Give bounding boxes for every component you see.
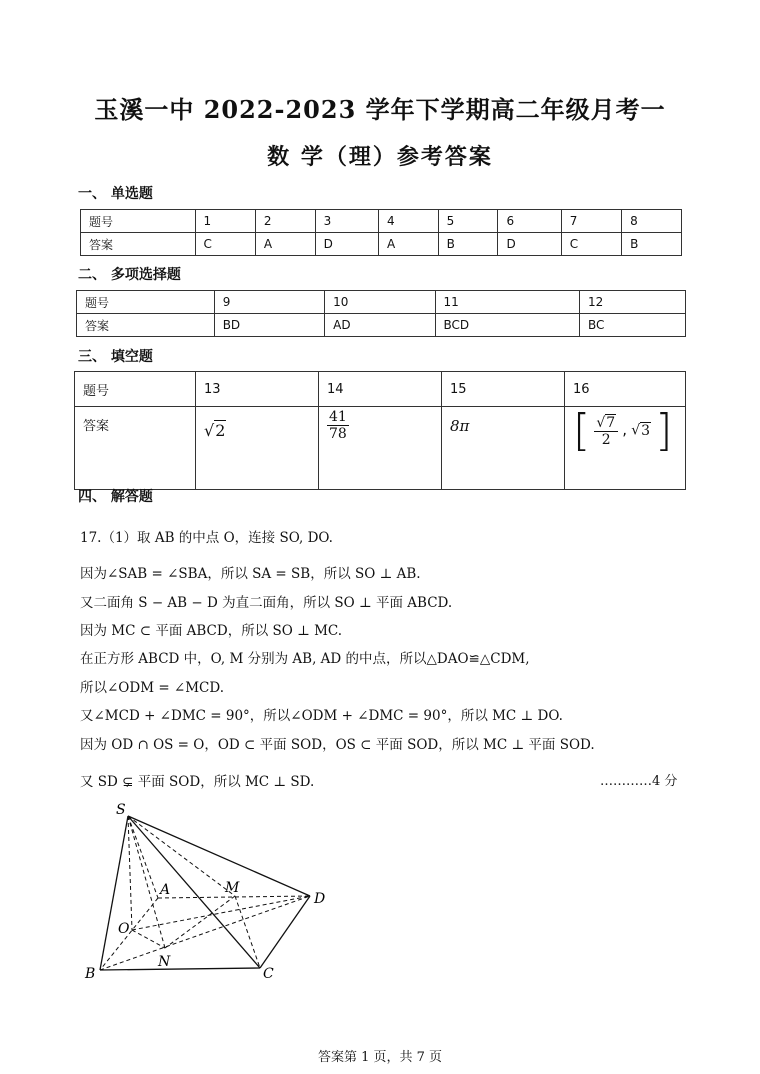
table-cell: 6 xyxy=(498,210,561,233)
table-cell: C xyxy=(561,233,621,256)
table-cell: [ $\frac{√7}{2}$ , √3 ] xyxy=(565,407,686,490)
answer-value: 8π xyxy=(450,417,470,435)
table-cell: 10 xyxy=(325,291,435,314)
point-label-O: O xyxy=(118,921,130,937)
section-single-choice-heading: 一、 单选题 xyxy=(78,186,153,202)
table-row xyxy=(77,291,686,314)
table-cell: B xyxy=(438,233,498,256)
table-row xyxy=(75,372,686,407)
multiple-choice-answer-table xyxy=(76,290,686,337)
table-cell: BCD xyxy=(435,314,579,337)
table-cell: B xyxy=(622,233,682,256)
fill-in-answer-table xyxy=(74,371,686,490)
table-cell: BC xyxy=(579,314,685,337)
table-cell: 13 xyxy=(196,372,319,407)
table-cell: A xyxy=(255,233,315,256)
pyramid-figure xyxy=(80,800,340,985)
solution-line: 因为 MC ⊂ 平面 ABCD，所以 SO ⊥ MC. xyxy=(80,623,343,639)
edge-SC xyxy=(128,816,260,968)
edge-SO xyxy=(128,816,132,930)
page-footer: 答案第 1 页，共 7 页 xyxy=(317,1050,443,1065)
table-cell xyxy=(196,407,319,490)
point-label-C: C xyxy=(263,966,274,982)
left-bracket-icon: [ xyxy=(573,405,591,456)
table-cell: 15 xyxy=(442,372,565,407)
table-cell: 14 xyxy=(319,372,442,407)
point-label-D: D xyxy=(314,891,326,907)
table-row xyxy=(77,314,686,337)
table-cell: 1 xyxy=(195,210,255,233)
edge-SB xyxy=(100,816,128,970)
table-cell: 2 xyxy=(255,210,315,233)
fraction: $\frac{√7}{2}$ xyxy=(594,415,618,448)
table-cell: 题号 xyxy=(75,372,196,407)
table-cell: 11 xyxy=(435,291,579,314)
sqrt-expression: √3 xyxy=(631,422,651,439)
table-cell: 3 xyxy=(315,210,378,233)
table-cell xyxy=(442,407,565,490)
table-cell: 答案 xyxy=(75,407,196,490)
edge-BC xyxy=(100,968,260,970)
score-marker: …………4 分 xyxy=(600,774,678,789)
solution-line: 在正方形 ABCD 中，O, M 分别为 AB, AD 的中点，所以△DAO≌△CDM, xyxy=(80,651,530,667)
table-cell: 7 xyxy=(561,210,621,233)
table-cell: 12 xyxy=(579,291,685,314)
fraction: $\frac{41}{78}$ xyxy=(329,409,347,442)
solution-line: 因为∠SAB = ∠SBA，所以 SA = SB，所以 SO ⊥ AB. xyxy=(80,566,421,582)
table-cell: 题号 xyxy=(81,210,196,233)
table-cell: 5 xyxy=(438,210,498,233)
edge-SA xyxy=(128,816,158,898)
table-cell: 题号 xyxy=(77,291,215,314)
solution-line: 又 SD ⊊ 平面 SOD，所以 MC ⊥ SD. xyxy=(80,774,315,790)
solution-line: 因为 OD ∩ OS = O，OD ⊂ 平面 SOD，OS ⊂ 平面 SOD，所以 MC ⊥ 平面 SOD. xyxy=(80,737,595,753)
section-solution-heading: 四、 解答题 xyxy=(78,489,153,505)
table-cell: D xyxy=(498,233,561,256)
table-cell xyxy=(319,407,442,490)
sqrt-expression: √2 xyxy=(204,421,226,440)
solution-line: 所以∠ODM = ∠MCD. xyxy=(80,680,225,696)
table-cell: D xyxy=(315,233,378,256)
solution-line: 又二面角 S − AB − D 为直二面角，所以 SO ⊥ 平面 ABCD. xyxy=(80,595,453,611)
page-title: 玉溪一中 2022-2023 学年下学期高二年级月考一 xyxy=(94,95,666,124)
page-subtitle: 数 学（理）参考答案 xyxy=(267,144,493,170)
point-label-S: S xyxy=(116,802,126,818)
single-choice-answer-table xyxy=(80,209,682,256)
point-label-N: N xyxy=(158,954,171,970)
solution-line: 又∠MCD + ∠DMC = 90°，所以∠ODM + ∠DMC = 90°，所以 MC ⊥ DO. xyxy=(80,708,563,724)
section-multiple-choice-heading: 二、 多项选择题 xyxy=(78,267,181,283)
table-cell: 8 xyxy=(622,210,682,233)
table-row xyxy=(81,210,682,233)
edge-CD xyxy=(260,896,310,968)
table-cell: BD xyxy=(214,314,324,337)
table-row xyxy=(75,407,686,490)
table-cell: C xyxy=(195,233,255,256)
table-cell: AD xyxy=(325,314,435,337)
table-cell: A xyxy=(378,233,438,256)
edge-ON xyxy=(132,930,165,948)
point-label-M: M xyxy=(225,880,240,896)
table-cell: 9 xyxy=(214,291,324,314)
edge-MC xyxy=(235,896,260,968)
table-cell: 4 xyxy=(378,210,438,233)
point-label-A: A xyxy=(160,882,171,898)
point-label-B: B xyxy=(85,966,96,982)
table-cell: 答案 xyxy=(77,314,215,337)
table-cell: 答案 xyxy=(81,233,196,256)
table-row xyxy=(81,233,682,256)
section-fill-in-heading: 三、 填空题 xyxy=(78,349,153,365)
right-bracket-icon: ] xyxy=(655,405,673,456)
solution-line: 17.（1）取 AB 的中点 O，连接 SO, DO. xyxy=(80,530,333,546)
table-cell: 16 xyxy=(565,372,686,407)
